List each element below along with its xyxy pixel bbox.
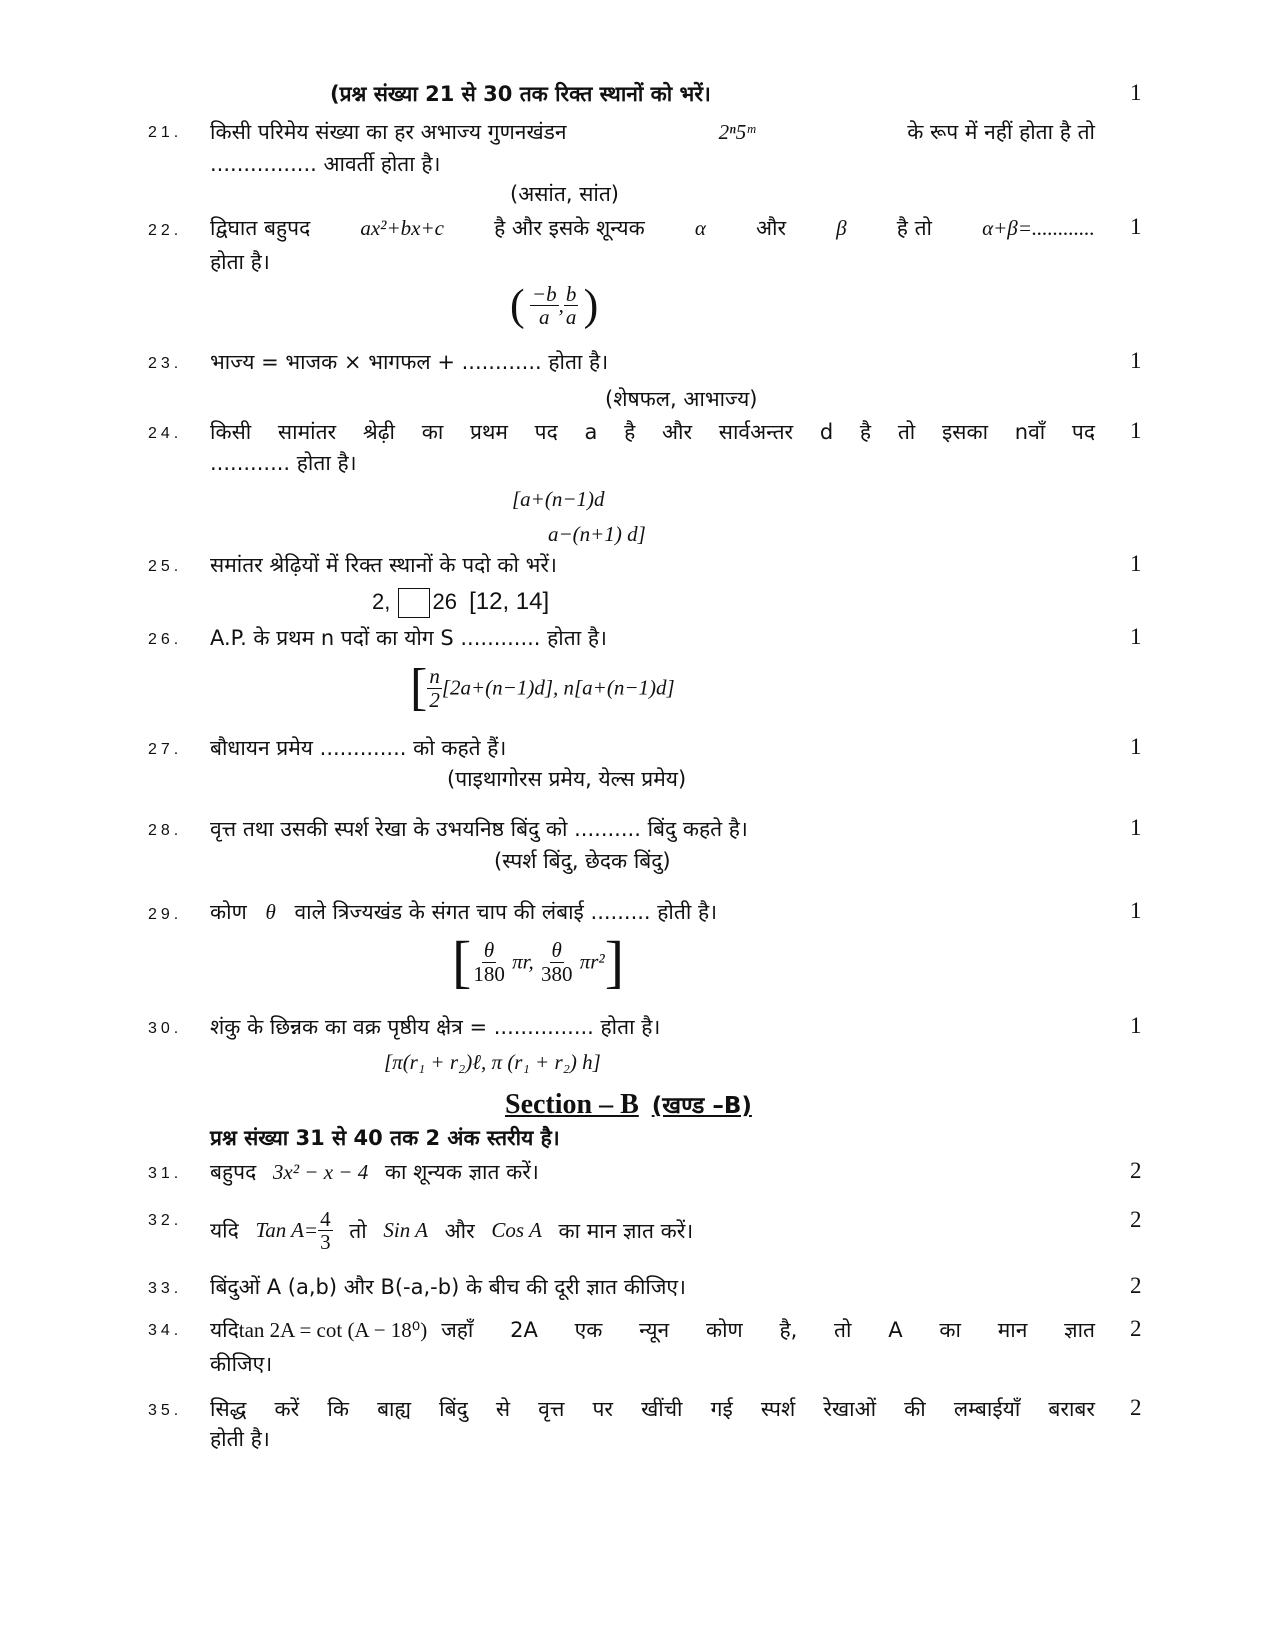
question-35-line2: होती है।	[210, 1427, 270, 1451]
answer-options: (स्पर्श बिंदु, छेदक बिंदु)	[494, 849, 671, 873]
marks: 1	[1130, 214, 1142, 239]
question-text: यदि	[210, 1218, 239, 1243]
question-text: बहुपद	[210, 1160, 257, 1184]
question-text: कोण	[210, 900, 247, 924]
question-22-line2: होता है।	[210, 250, 270, 274]
marks: 1	[1130, 551, 1142, 576]
question-text: और	[444, 1218, 475, 1243]
theta-symbol: θ	[265, 900, 276, 924]
question-29-line	[210, 898, 717, 926]
fraction	[471, 939, 507, 984]
blank-box	[398, 588, 430, 618]
question-text: है तो	[896, 216, 932, 240]
section-a-instruction: (प्रश्न संख्या 21 से 30 तक रिक्त स्थानों को भरें।	[330, 82, 711, 106]
answer-options: (शेषफल, आभाज्य)	[605, 387, 758, 411]
question-30-text: शंकु के छिन्नक का वक्र पृष्ठीय क्षेत्र = ............... होता है।	[210, 1015, 661, 1039]
math-expression: 2ⁿ5ᵐ	[718, 119, 756, 144]
question-21-line2: ................ आवर्ती होता है।	[210, 152, 441, 176]
question-number: 30.	[148, 1020, 183, 1037]
answer-option-1: [a+(n−1)d	[512, 487, 605, 511]
marks: 2	[1130, 1273, 1142, 1298]
question-text: के रूप में नहीं होता है तो	[907, 120, 1095, 144]
question-text: का मान ज्ञात करें।	[558, 1218, 694, 1243]
question-number: 21.	[148, 124, 183, 141]
expression: [2a+(n−1)d], n[a+(n−1)d]	[441, 675, 675, 700]
sequence-end: 26	[432, 589, 457, 614]
answer: [12, 14]	[469, 588, 550, 615]
left-paren: (	[510, 280, 525, 330]
fraction	[318, 1208, 333, 1253]
section-b-heading	[505, 1088, 752, 1121]
question-22-line1	[210, 214, 1095, 242]
section-b-subtitle: (खण्ड –B)	[651, 1093, 752, 1119]
numerator: −b	[531, 282, 557, 306]
answer-options: (पाइथागोरस प्रमेय, येल्स प्रमेय)	[447, 767, 687, 791]
marks: 1	[1130, 418, 1142, 443]
question-text: द्विघात बहुपद	[210, 216, 311, 240]
denominator: 3	[320, 1230, 331, 1255]
numerator: θ	[483, 938, 495, 963]
marks: 1	[1130, 815, 1142, 840]
right-paren: )	[583, 280, 599, 330]
question-number: 35.	[148, 1402, 183, 1419]
question-31-line	[210, 1158, 539, 1186]
marks: 1	[1130, 898, 1142, 923]
question-number: 24.	[148, 425, 183, 442]
question-number: 33.	[148, 1280, 183, 1297]
marks: 1	[1130, 348, 1142, 373]
question-text: तो	[349, 1218, 367, 1243]
denominator: 2	[429, 687, 440, 712]
marks: 1	[1130, 624, 1142, 649]
marks: 1	[1130, 1013, 1142, 1038]
term: πr²	[579, 949, 605, 974]
question-number: 22.	[148, 222, 183, 239]
question-number: 34.	[148, 1322, 183, 1339]
blank-expression: α+β=............	[982, 215, 1095, 240]
sequence	[372, 588, 549, 618]
marks: 2	[1130, 1158, 1142, 1183]
question-text: है और इसके शून्यक	[494, 216, 645, 240]
question-34-line1	[210, 1316, 1095, 1344]
math-expression: tan 2A = cot (A − 18⁰)	[238, 1317, 428, 1342]
question-number: 32.	[148, 1212, 183, 1229]
question-text: का शून्यक ज्ञात करें।	[384, 1160, 539, 1184]
question-27-text: बौधायन प्रमेय ............. को कहते हैं।	[210, 736, 507, 760]
question-32-line	[210, 1208, 693, 1253]
math-expression: 3x² − x − 4	[272, 1160, 369, 1184]
question-number: 31.	[148, 1165, 183, 1182]
question-number: 23.	[148, 355, 183, 372]
question-25-text: समांतर श्रेढ़ियों में रिक्त स्थानों के पदो को भरें।	[210, 553, 557, 577]
answer-options	[410, 659, 675, 716]
alpha-symbol: α	[694, 215, 706, 240]
marks: 2	[1130, 1395, 1142, 1420]
marks: 1	[1130, 734, 1142, 759]
sin-expression: Sin A	[383, 1218, 428, 1243]
comma: ,	[558, 293, 564, 318]
question-number: 26.	[148, 631, 183, 648]
answer-options: (असांत, सांत)	[510, 182, 619, 206]
fraction	[564, 283, 579, 328]
question-23-text: भाज्य = भाजक × भागफल + ............ होता है।	[210, 350, 609, 374]
answer-options	[510, 280, 599, 330]
numerator: θ	[551, 938, 562, 963]
beta-symbol: β	[836, 215, 847, 240]
question-text: और	[755, 216, 787, 240]
question-34-line2: कीजिए।	[210, 1352, 273, 1376]
fraction	[539, 939, 575, 984]
question-text: यदि	[210, 1318, 239, 1342]
question-number: 29.	[148, 906, 183, 923]
term: πr,	[512, 949, 534, 974]
sequence-start: 2,	[372, 589, 391, 614]
answer-options	[452, 929, 625, 994]
answer-options: [π(r₁ + r₂)ℓ, π (r₁ + r₂) h]	[384, 1050, 601, 1074]
question-number: 25.	[148, 558, 183, 575]
question-35-line1: सिद्ध करें कि बाह्य बिंदु से वृत्त पर खींची गई स्पर्श रेखाओं की लम्बाईयाँ बराबर	[210, 1397, 1095, 1421]
question-text: जहाँ 2A एक न्यून कोण है, तो A का मान ज्ञात	[441, 1318, 1095, 1342]
question-21-line1	[210, 118, 1095, 146]
section-b-instruction: प्रश्न संख्या 31 से 40 तक 2 अंक स्तरीय है।	[210, 1126, 560, 1150]
question-text: वाले त्रिज्यखंड के संगत चाप की लंबाई ......... होती है।	[294, 900, 718, 924]
question-26-text: A.P. के प्रथम n पदों का योग S ............ होता है।	[210, 626, 607, 650]
denominator: 380	[540, 961, 573, 986]
numerator: n	[429, 664, 440, 689]
question-text: किसी परिमेय संख्या का हर अभाज्य गुणनखंडन	[210, 120, 567, 144]
math-expression: Tan A=	[255, 1218, 319, 1243]
question-number: 28.	[148, 822, 183, 839]
question-28-text: वृत्त तथा उसकी स्पर्श रेखा के उभयनिष्ठ बिंदु को .......... बिंदु कहते है।	[210, 817, 748, 841]
question-number: 27.	[148, 741, 183, 758]
question-33-text: बिंदुओं A (a,b) और B(-a,-b) के बीच की दूरी ज्ञात कीजिए।	[210, 1275, 686, 1299]
question-24-line1: किसी सामांतर श्रेढ़ी का प्रथम पद a है और सार्वअन्तर d है तो इसका nवाँ पद	[210, 420, 1095, 444]
denominator: 180	[473, 961, 505, 986]
math-expression: ax²+bx+c	[360, 215, 444, 240]
right-bracket: ]	[604, 929, 625, 994]
section-b-title: Section – B	[505, 1089, 639, 1120]
numerator: b	[565, 282, 577, 306]
left-bracket: [	[410, 659, 428, 716]
numerator: 4	[320, 1207, 331, 1231]
fraction	[530, 283, 559, 328]
header-marks: 1	[1130, 80, 1142, 105]
question-24-line2: ............ होता है।	[210, 451, 357, 475]
marks: 2	[1130, 1207, 1142, 1232]
left-bracket: [	[452, 929, 472, 994]
answer-option-2: a−(n+1) d]	[548, 522, 646, 546]
cos-expression: Cos A	[491, 1218, 542, 1243]
denominator: a	[565, 305, 577, 330]
denominator: a	[538, 305, 550, 330]
marks: 2	[1130, 1316, 1142, 1341]
fraction	[427, 665, 442, 710]
